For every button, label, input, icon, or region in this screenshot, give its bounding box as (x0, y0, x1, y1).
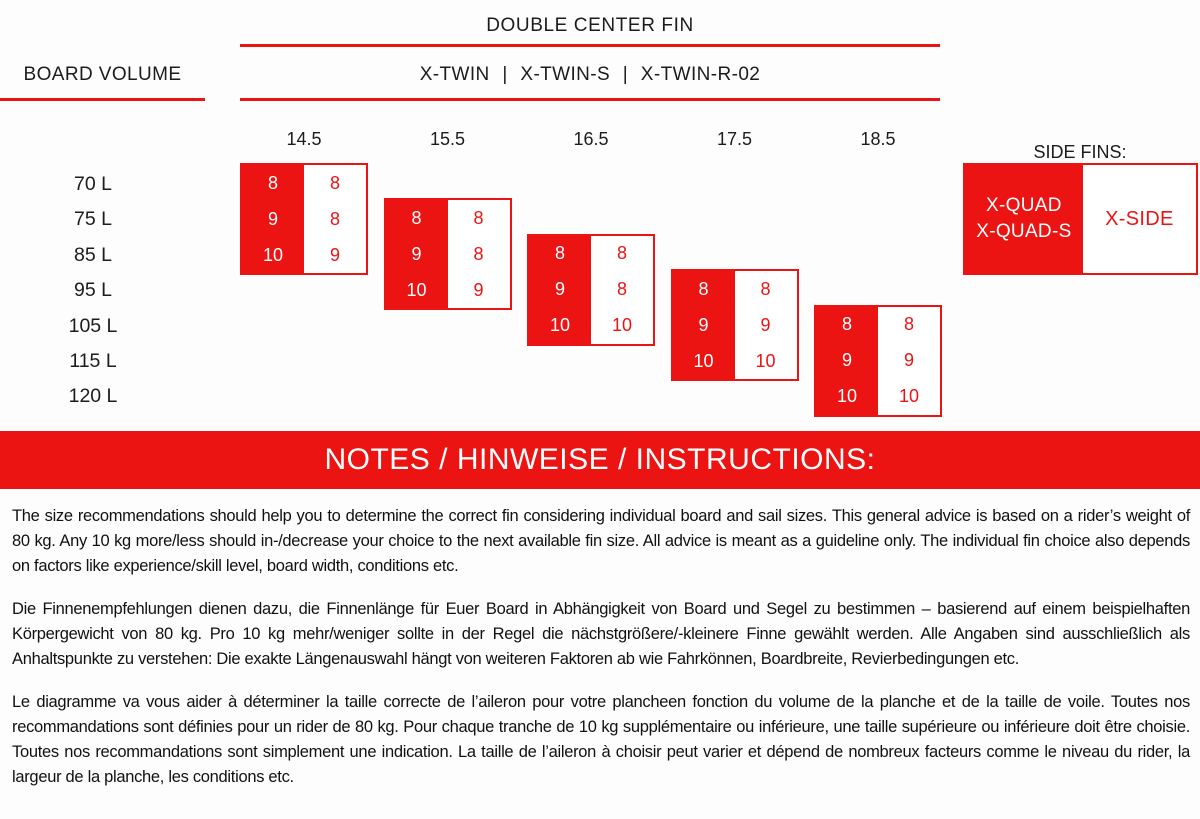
fin-size-cell-quad-17.5-105L: 9 (673, 307, 735, 343)
fin-size-cell-side-18.5-120L: 10 (878, 379, 940, 415)
fin-size-cell-quad-17.5-95L: 8 (673, 271, 735, 307)
board-volume-label-95L: 95 L (74, 279, 112, 302)
fin-size-block-15.5 (384, 198, 512, 310)
sail-size-header-16.5: 16.5 (573, 129, 609, 149)
fin-size-cell-quad-18.5-105L: 8 (816, 307, 878, 343)
notes-paragraph-french: Le diagramme va vous aider à déterminer la taille correcte de l’aileron pour votre plancheen fonction du volume de la planche et de la taille de voile. Toutes nos recommandations sont définies pour un rider de 80 kg. Pour chaque tranche de 10 kg supplémentaire ou inférieure, une taille supérieure ou inférieure doit être choisie. Toutes nos recommandations sont simplement une indication. La taille de l’aileron à choisir peut varier et dépend de nombreux facteurs comme le niveau du rider, la largeur de la planche, les conditions etc. (12, 693, 1190, 786)
fin-size-cell-side-14.5-75L: 8 (304, 201, 366, 237)
notes-banner (0, 431, 1200, 489)
fin-size-cell-quad-15.5-95L: 10 (386, 272, 448, 308)
fin-size-cell-side-17.5-95L: 8 (735, 271, 797, 307)
fin-size-cell-side-17.5-115L: 10 (735, 343, 797, 379)
board-volume-label-105L: 105 L (68, 314, 118, 337)
xquad-label: X-QUAD (986, 195, 1062, 216)
double-center-fin-title: DOUBLE CENTER FIN (486, 15, 694, 36)
board-volume-label-70L: 70 L (74, 173, 112, 195)
notes-paragraph-english: The size recommendations should help you to determine the correct fin considering individual board and sail sizes. This general advice is based on a rider’s weight of 80 kg. Any 10 kg more/less should in-/decrease your choice to the next available fin size. All advice is meant as a guideline only. The individual fin choice also depends on factors like experience/skill level, board width, conditions etc. (12, 507, 1190, 575)
sail-size-header-17.5: 17.5 (716, 129, 753, 149)
fin-size-cell-quad-14.5-85L: 10 (242, 237, 304, 273)
fin-models-divider (240, 98, 940, 101)
xquad-s-label: X-QUAD-S (976, 221, 1072, 242)
fin-size-cell-quad-14.5-70L: 8 (242, 165, 304, 201)
side-fins-label: SIDE FINS: (1033, 142, 1127, 162)
board-volume-title: BOARD VOLUME (23, 64, 182, 85)
sail-size-header-15.5: 15.5 (429, 129, 466, 149)
fin-size-cell-side-16.5-95L: 8 (591, 272, 653, 308)
side-fins-xside-cell (1083, 165, 1196, 273)
fin-size-block-18.5 (814, 305, 942, 417)
fin-size-cell-quad-18.5-120L: 10 (816, 379, 878, 415)
notes-paragraph-german: Die Finnenempfehlungen dienen dazu, die Finnenlänge für Euer Board in Abhängigkeit von Board und Segel zu bestimmen – basierend auf einem beispielhaften Körpergewicht von 80 kg. Pro 10 kg mehr/weniger sollte in der Regel die nächstgrößere/-kleinere Finne gewählt werden. Alle Angaben sind ausschließlich als Anhaltspunkte zu verstehen: Die exakte Längenauswahl hängt von weiteren Faktoren ab wie Fahrkönnen, Boardbreite, Revierbedingungen etc. (12, 600, 1190, 668)
fin-size-cell-side-16.5-105L: 10 (591, 308, 653, 344)
xside-label: X-SIDE (1105, 207, 1174, 230)
fin-size-cell-quad-17.5-115L: 10 (673, 343, 735, 379)
board-volume-label-115L: 115 L (69, 350, 117, 372)
fin-size-cell-side-14.5-70L: 8 (304, 165, 366, 201)
fin-size-cell-quad-16.5-95L: 9 (529, 272, 591, 308)
fin-size-block-16.5 (527, 234, 655, 346)
board-volume-label-120L: 120 L (68, 385, 118, 408)
fin-size-cell-side-17.5-105L: 9 (735, 307, 797, 343)
fin-size-cell-quad-15.5-75L: 8 (386, 200, 448, 236)
sail-size-header-14.5: 14.5 (286, 129, 322, 149)
fin-size-cell-side-16.5-85L: 8 (591, 236, 653, 272)
notes-title: NOTES / HINWEISE / INSTRUCTIONS: (324, 443, 876, 476)
fin-size-cell-quad-16.5-85L: 8 (529, 236, 591, 272)
board-volume-label-75L: 75 L (74, 208, 112, 231)
board-volume-label-85L: 85 L (74, 243, 112, 266)
fin-size-block-17.5 (671, 269, 799, 381)
fin-size-cell-quad-18.5-115L: 9 (816, 343, 878, 379)
fin-size-cell-side-15.5-95L: 9 (448, 272, 510, 308)
fin-size-cell-side-15.5-75L: 8 (448, 200, 510, 236)
fin-models-title: X-TWIN | X-TWIN-S | X-TWIN-R-02 (419, 64, 761, 85)
board-volume-divider (0, 98, 205, 101)
fin-size-cell-side-14.5-85L: 9 (304, 237, 366, 273)
fin-size-cell-side-18.5-115L: 9 (878, 343, 940, 379)
header-divider-top (240, 44, 940, 47)
side-fins-legend (963, 163, 1198, 275)
sail-size-header-18.5: 18.5 (860, 129, 896, 149)
fin-size-cell-quad-15.5-85L: 9 (386, 236, 448, 272)
fin-size-cell-side-18.5-105L: 8 (878, 307, 940, 343)
side-fins-xquad-cell (965, 165, 1083, 273)
fin-size-block-14.5 (240, 163, 368, 275)
fin-size-cell-quad-14.5-75L: 9 (242, 201, 304, 237)
fin-size-cell-side-15.5-85L: 8 (448, 236, 510, 272)
fin-size-cell-quad-16.5-105L: 10 (529, 308, 591, 344)
